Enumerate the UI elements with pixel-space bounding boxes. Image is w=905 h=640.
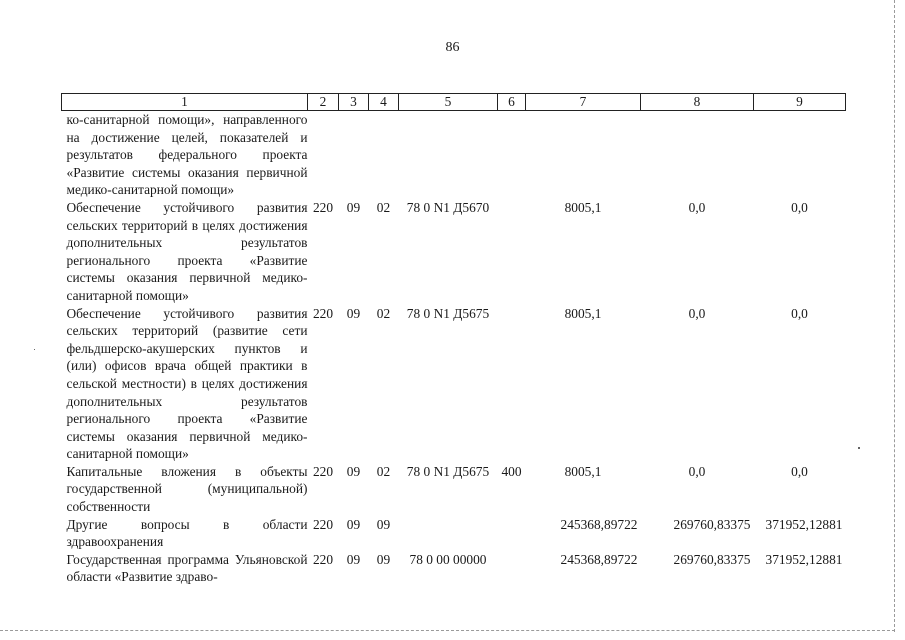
cell-expense-type: 400 xyxy=(501,463,522,479)
column-header: 4 xyxy=(369,94,399,111)
cell-subsection xyxy=(369,111,399,199)
table-row xyxy=(62,111,846,199)
cell-amount-3: 0,0 xyxy=(791,463,808,479)
scan-speck xyxy=(34,349,35,350)
cell-admin-code: 220 xyxy=(312,516,334,532)
cell-amount-1: 8005,1 xyxy=(564,305,602,321)
cell-section: 09 xyxy=(346,551,361,567)
cell-admin-code: 220 xyxy=(312,199,334,215)
cell-expense-type xyxy=(498,516,526,551)
cell-subsection: 02 xyxy=(376,463,391,479)
cell-admin-code: 220 xyxy=(312,551,334,567)
table-row xyxy=(62,199,846,305)
cell-expense-type xyxy=(498,199,526,305)
cell-target-article: 78 0 00 00000 xyxy=(409,551,487,567)
cell-subsection: 02 xyxy=(376,305,391,321)
budget-table xyxy=(61,93,846,586)
cell-target-article xyxy=(399,516,498,551)
table-row xyxy=(62,305,846,463)
column-header: 7 xyxy=(526,94,641,111)
row-description: Государственная программа Ульяновской области «Развитие здраво- xyxy=(66,551,308,585)
cell-target-article: 78 0 N1 Д5675 xyxy=(406,463,490,479)
cell-expense-type xyxy=(498,111,526,199)
cell-admin-code: 220 xyxy=(312,463,334,479)
cell-section: 09 xyxy=(346,199,361,215)
cell-amount-2: 269760,83375 xyxy=(673,516,751,532)
cell-section: 09 xyxy=(346,305,361,321)
cell-expense-type xyxy=(498,305,526,463)
cell-amount-3: 371952,12881 xyxy=(765,516,843,532)
cell-section: 09 xyxy=(346,463,361,479)
cell-amount-1: 8005,1 xyxy=(564,199,602,215)
table-row xyxy=(62,463,846,516)
cell-target-article: 78 0 N1 Д5670 xyxy=(406,199,490,215)
cell-admin-code: 220 xyxy=(312,305,334,321)
cell-subsection: 09 xyxy=(376,516,391,532)
cell-amount-3: 371952,12881 xyxy=(765,551,843,567)
cell-subsection: 09 xyxy=(376,551,391,567)
cell-amount-3: 0,0 xyxy=(791,305,808,321)
table-row xyxy=(62,551,846,586)
cell-amount-2: 0,0 xyxy=(688,463,706,479)
cell-amount-2: 0,0 xyxy=(688,199,706,215)
cell-section xyxy=(339,111,369,199)
page-number: 86 xyxy=(445,40,460,55)
cell-amount-2: 269760,83375 xyxy=(673,551,751,567)
scan-frame-bottom-edge xyxy=(0,630,895,631)
column-header: 5 xyxy=(399,94,498,111)
cell-expense-type xyxy=(498,551,526,586)
scan-speck xyxy=(858,447,860,449)
row-description: Другие вопросы в области здравоохранения xyxy=(66,516,308,550)
cell-section: 09 xyxy=(346,516,361,532)
column-header: 9 xyxy=(754,94,846,111)
row-description: ко-санитарной помощи», направленного на достижение целей, показателей и результатов федерального проекта «Развитие системы оказания первичной медико-санитарной помощи» xyxy=(66,112,308,198)
column-header: 3 xyxy=(339,94,369,111)
cell-amount-1: 8005,1 xyxy=(564,463,602,479)
row-description: Обеспечение устойчивого развития сельских территорий в целях достижения дополнительных результатов регионального проекта «Развитие системы оказания первичной медико-санитарной помощи» xyxy=(66,199,308,303)
cell-amount-2: 0,0 xyxy=(688,305,706,321)
cell-amount-1 xyxy=(526,111,641,199)
cell-amount-3 xyxy=(754,111,846,199)
cell-target-article: 78 0 N1 Д5675 xyxy=(406,305,490,321)
cell-amount-3: 0,0 xyxy=(791,199,808,215)
cell-amount-2 xyxy=(641,111,754,199)
scan-frame-right-edge xyxy=(894,0,895,632)
cell-subsection: 02 xyxy=(376,199,391,215)
column-header: 6 xyxy=(498,94,526,111)
table-row xyxy=(62,516,846,551)
column-header: 8 xyxy=(641,94,754,111)
cell-target-article xyxy=(399,111,498,199)
cell-amount-1: 245368,89722 xyxy=(560,516,638,532)
column-header: 1 xyxy=(62,94,308,111)
column-header: 2 xyxy=(308,94,339,111)
row-description: Капитальные вложения в объекты государственной (муниципальной) собственности xyxy=(66,463,308,515)
table-header-row xyxy=(62,94,846,111)
row-description: Обеспечение устойчивого развития сельских территорий (развитие сети фельдшерско-акушерских пунктов и (или) офисов врача общей практики в сельской местности) в целях достижения дополнительных результатов регионального проекта «Развитие системы оказания первичной медико-санитарной помощи» xyxy=(66,305,308,462)
cell-amount-1: 245368,89722 xyxy=(560,551,638,567)
cell-admin-code xyxy=(308,111,339,199)
